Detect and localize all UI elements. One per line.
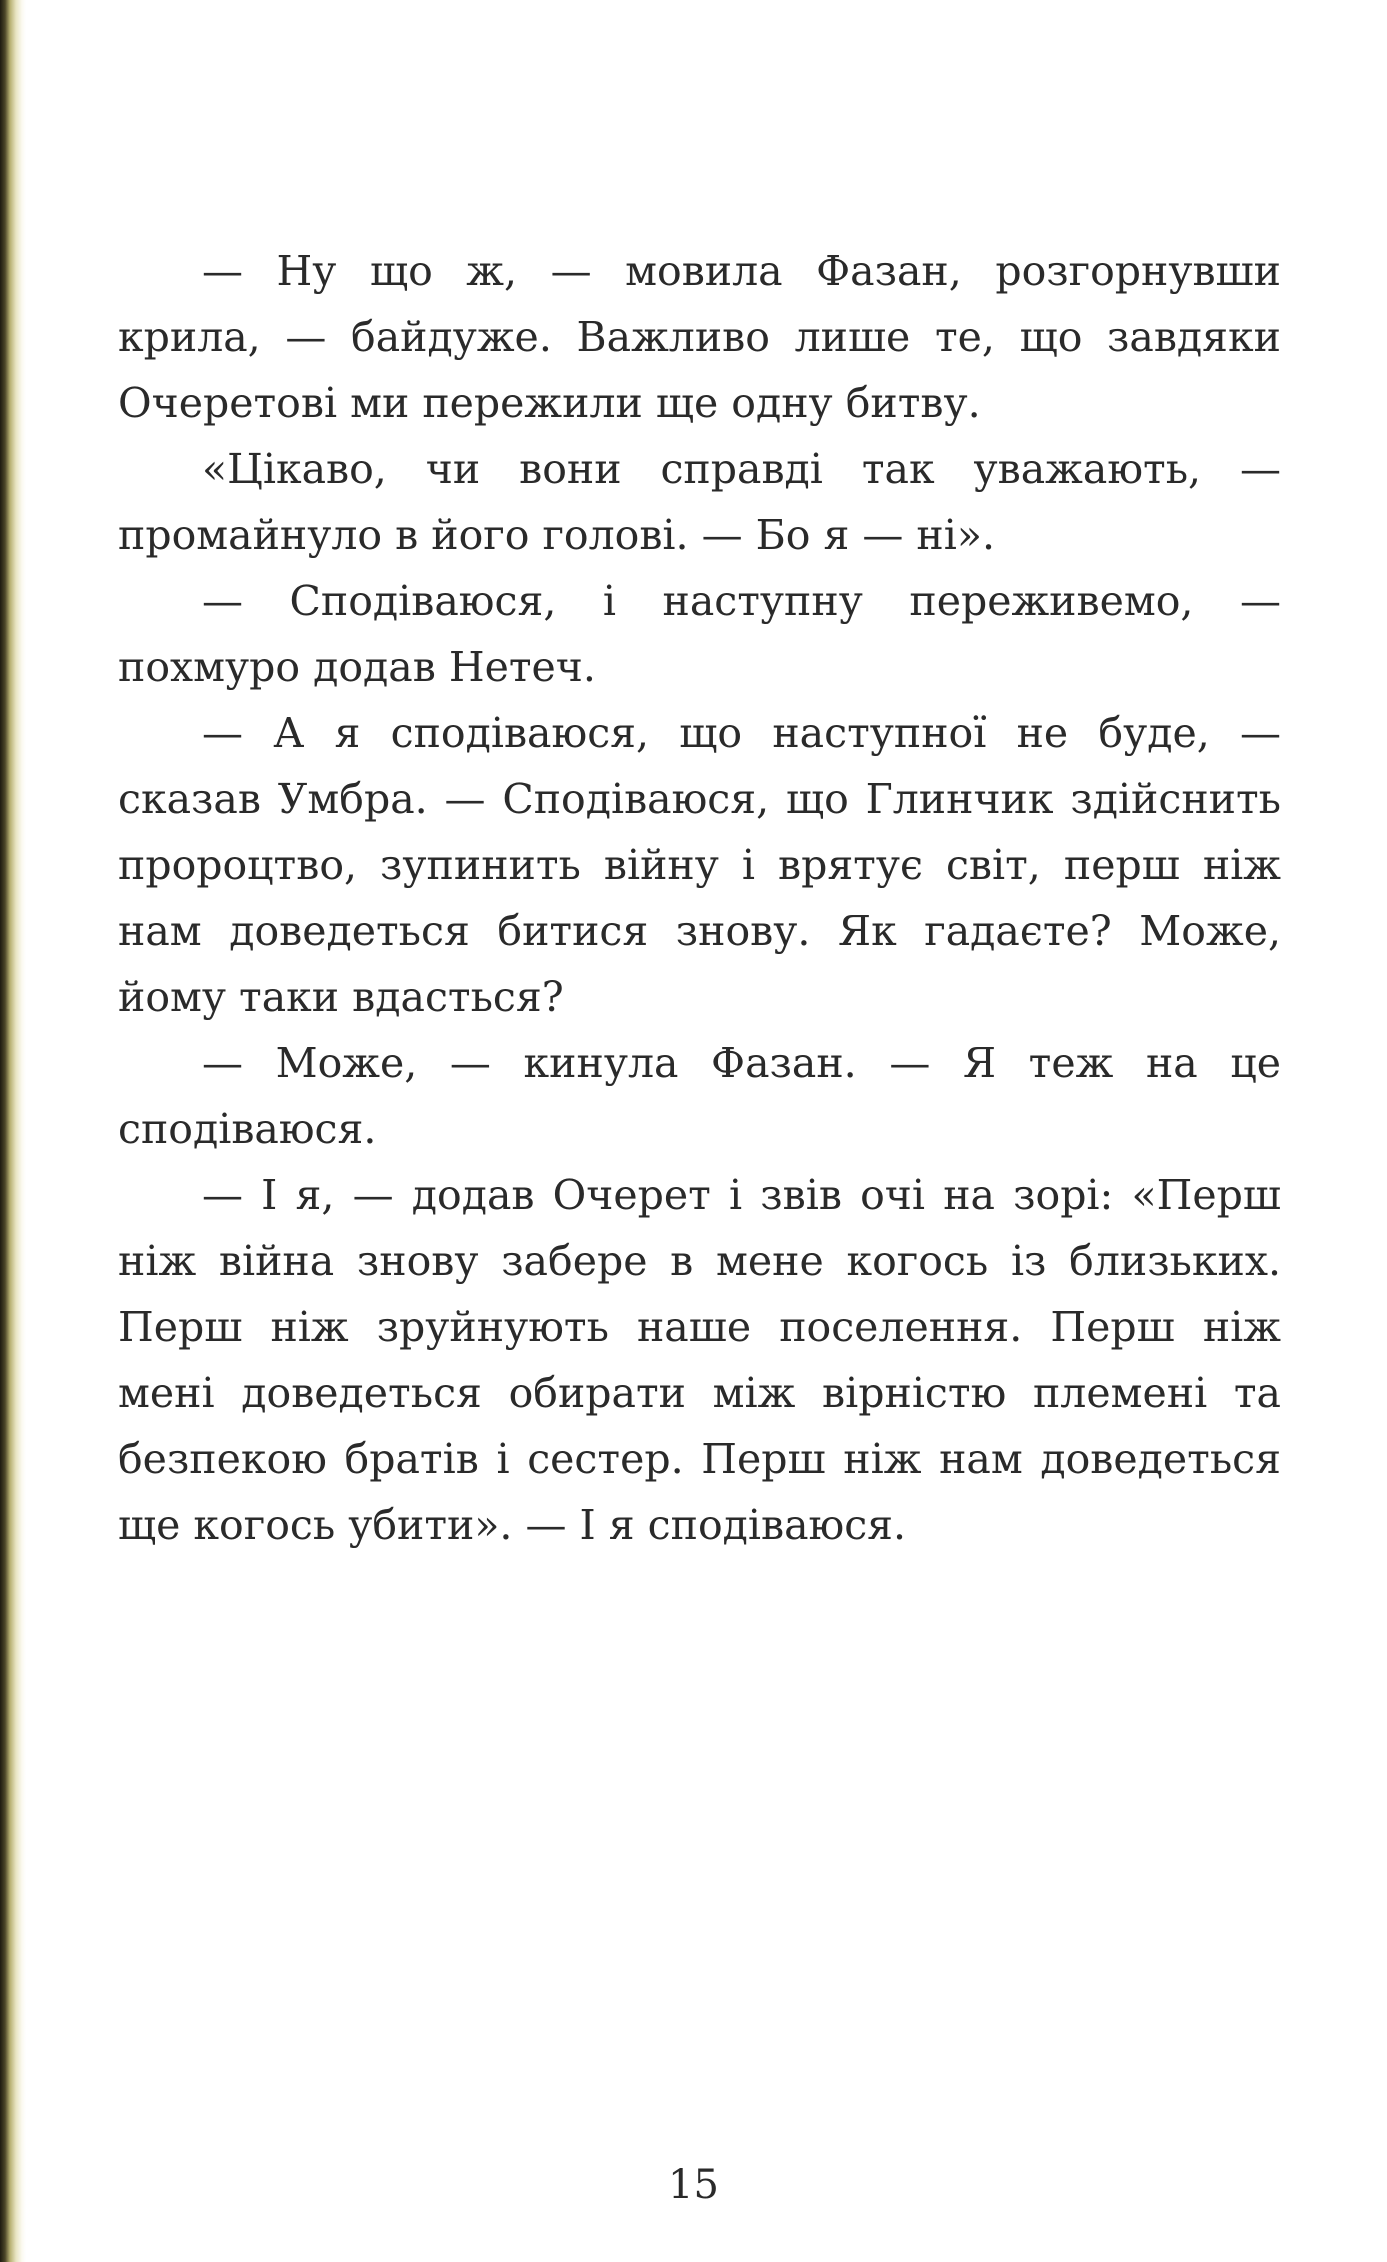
paragraph: — Може, — кинула Фазан. — Я теж на це сподіваюся. [118,1039,1281,1153]
paragraph: «Цікаво, чи вони справді так уважають, — промайнуло в його голові. — Бо я — ні». [118,445,1281,559]
paragraph: — Сподіваюся, і наступну переживемо, — похмуро додав Нетеч. [118,577,1281,691]
body-text [118,238,1281,1558]
book-spine-edge [0,0,26,2262]
paragraph: — І я, — додав Очерет і звів очі на зорі: «Перш ніж війна знову забере в мене когось із близьких. Перш ніж зруйнують наше поселення. Перш ніж мені доведеться обирати між вірністю племені та безпекою братів і сестер. Перш ніж нам доведеться ще когось убити». — І я сподіваюся. [118,1171,1281,1549]
page-number: 15 [668,2162,719,2208]
paragraph: — Ну що ж, — мовила Фазан, розгорнувши крила, — байдуже. Важливо лише те, що завдяки Очеретові ми пережили ще одну битву. [118,247,1281,427]
paragraph: — А я сподіваюся, що наступної не буде, — сказав Умбра. — Сподіваюся, що Глинчик здійснить пророцтво, зупинить війну і врятує світ, перш ніж нам доведеться битися знову. Як гадаєте? Може, йому таки вдасться? [118,709,1281,1021]
